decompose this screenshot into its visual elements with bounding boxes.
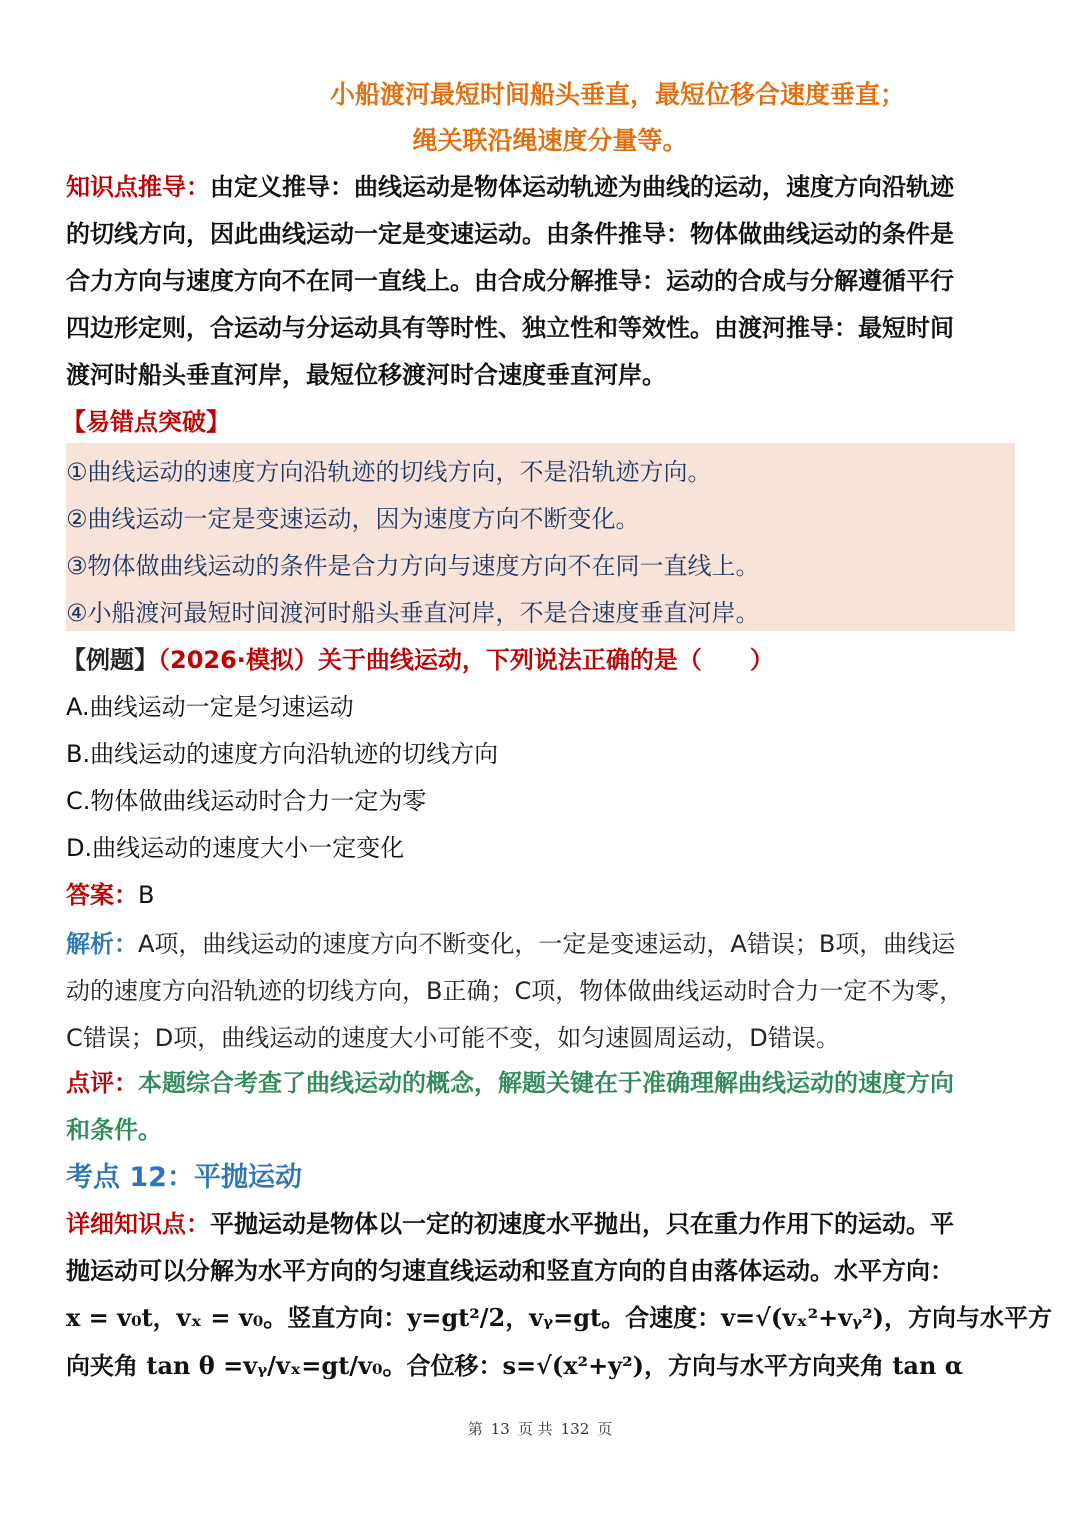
example-question: （2026·模拟）关于曲线运动，下列说法正确的是（ ） xyxy=(158,646,774,674)
analysis-line-1 xyxy=(66,928,955,960)
example-line xyxy=(62,644,774,676)
analysis-text-1: A项，曲线运动的速度方向不断变化，一定是变速运动，A错误；B项，曲线运 xyxy=(138,930,956,958)
details-line-3: x = v₀t，vₓ = v₀。竖直方向：y=gt²/2，vᵧ=gt。合速度：v=√(vₓ²+vᵧ²)，方向与水平方 xyxy=(66,1303,1053,1332)
mistake-item-4: ④小船渡河最短时间渡河时船头垂直河岸，不是合速度垂直河岸。 xyxy=(66,599,760,627)
comment-text-1: 本题综合考查了曲线运动的概念，解题关键在于准确理解曲线运动的速度方向 xyxy=(138,1068,954,1097)
answer-line xyxy=(66,879,154,911)
mistake-item-2: ②曲线运动一定是变速运动，因为速度方向不断变化。 xyxy=(66,505,640,533)
footer-suffix: 页 xyxy=(597,1420,613,1438)
option-a: A.曲线运动一定是匀速运动 xyxy=(66,693,354,721)
details-label: 详细知识点： xyxy=(66,1209,210,1238)
footer-total: 132 xyxy=(560,1420,590,1438)
analysis-label: 解析： xyxy=(66,930,138,958)
footer-prefix: 第 xyxy=(467,1420,483,1438)
comment-line-2: 和条件。 xyxy=(66,1115,162,1144)
footer-middle: 页 共 xyxy=(517,1420,553,1438)
details-text-1: 平抛运动是物体以一定的初速度水平抛出，只在重力作用下的运动。平 xyxy=(210,1209,954,1238)
option-b: B.曲线运动的速度方向沿轨迹的切线方向 xyxy=(66,740,499,768)
header-line-2: 绳关联沿绳速度分量等。 xyxy=(412,126,688,155)
comment-label: 点评： xyxy=(66,1068,138,1097)
section-title: 考点 12：平抛运动 xyxy=(66,1162,302,1193)
derivation-text-1: 由定义推导：曲线运动是物体运动轨迹为曲线的运动，速度方向沿轨迹 xyxy=(210,172,954,201)
derivation-line-5: 渡河时船头垂直河岸，最短位移渡河时合速度垂直河岸。 xyxy=(66,360,666,389)
mistakes-title: 【易错点突破】 xyxy=(62,408,230,436)
details-line-4: 向夹角 tan θ =vᵧ/vₓ=gt/v₀。合位移：s=√(x²+y²)，方向与水平方向夹角 tan α xyxy=(66,1351,964,1380)
analysis-line-2: 动的速度方向沿轨迹的切线方向，B正确；C项，物体做曲线运动时合力一定不为零， xyxy=(66,977,964,1005)
footer-page: 13 xyxy=(490,1420,510,1438)
mistake-item-1: ①曲线运动的速度方向沿轨迹的切线方向，不是沿轨迹方向。 xyxy=(66,458,712,486)
derivation-line-4: 四边形定则，合运动与分运动具有等时性、独立性和等效性。由渡河推导：最短时间 xyxy=(66,313,954,342)
mistake-item-3: ③物体做曲线运动的条件是合力方向与速度方向不在同一直线上。 xyxy=(66,552,760,580)
derivation-line-3: 合力方向与速度方向不在同一直线上。由合成分解推导：运动的合成与分解遵循平行 xyxy=(66,266,954,295)
example-label: 【例题】 xyxy=(62,646,158,674)
details-line-2: 抛运动可以分解为水平方向的匀速直线运动和竖直方向的自由落体运动。水平方向： xyxy=(66,1256,954,1285)
option-d: D.曲线运动的速度大小一定变化 xyxy=(66,834,405,862)
details-line-1 xyxy=(66,1208,954,1240)
header-line-1: 小船渡河最短时间船头垂直，最短位移合速度垂直； xyxy=(330,80,906,109)
answer-label: 答案： xyxy=(66,881,138,909)
analysis-line-3: C错误；D项，曲线运动的速度大小可能不变，如匀速圆周运动，D错误。 xyxy=(66,1024,840,1052)
answer-value: B xyxy=(138,881,155,909)
comment-line-1 xyxy=(66,1067,954,1099)
derivation-label: 知识点推导： xyxy=(66,172,210,201)
derivation-line-1 xyxy=(66,171,954,203)
derivation-line-2: 的切线方向，因此曲线运动一定是变速运动。由条件推导：物体做曲线运动的条件是 xyxy=(66,219,954,248)
page-footer xyxy=(0,1418,1080,1439)
option-c: C.物体做曲线运动时合力一定为零 xyxy=(66,787,427,815)
